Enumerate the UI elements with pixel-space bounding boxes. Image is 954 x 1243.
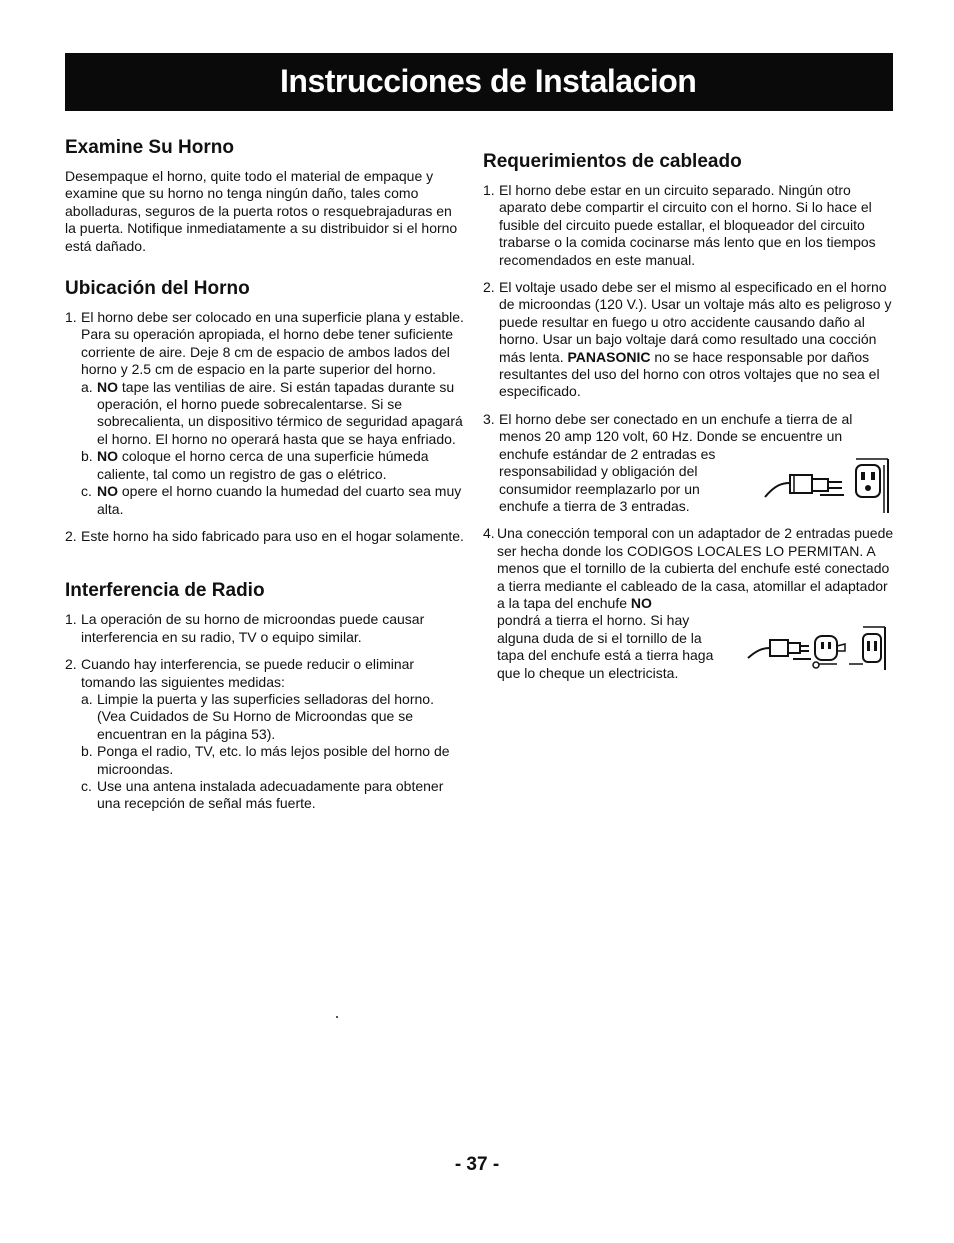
interferencia-item-2a: a. Limpie la puerta y las superficies selladoras del horno. (Vea Cuidados de Su Horno de Microondas que se encuentran en la página 53).: [81, 690, 434, 742]
right-column: [483, 150, 895, 682]
two-prong-adapter-illustration: [745, 624, 890, 674]
interferencia-heading: Interferencia de Radio: [65, 580, 265, 602]
page-title: Instrucciones de Instalacion: [280, 63, 697, 99]
cableado-heading: Requerimientos de cableado: [483, 151, 742, 172]
ubicacion-item-1c: c. NO opere el horno cuando la humedad del cuarto sea muy alta.: [81, 483, 462, 517]
interferencia-item-1: 1. La operación de su horno de microondas puede causar interferencia en su radio, TV o equipo similar.: [65, 611, 425, 645]
cableado-item-3: 3. El horno debe ser conectado en un enchufe a tierra de al menos 20 amp 120 volt, 60 Hz. Donde se encuentre un enchufe estándar de 2 entradas es responsabilidad y obligación del consumidor reemplazarlo por un enchufe a tierra de 3 entradas.: [483, 410, 853, 514]
ubicacion-item-1a: a. NO tape las ventilias de aire. Si están tapadas durante su operación, el horno puede sobrecalentarse. Si se sobrecalienta, un dispositivo térmico de seguridad apagará el horno. El horno no operará hasta que se haya enfriado.: [81, 378, 463, 447]
interferencia-item-2: 2. Cuando hay interferencia, se puede reducir o eliminar tomando las siguientes medidas: a. Limpie la puerta y las superficies selladoras del horno. (Vea Cuidados de Su Horno de Microondas que se encuentran en la página 53). b. Ponga el radio, TV, etc. lo más lejos posible del horno de microondas. c. Use una antena instalada adecuadamente para obtener una recepción de señal más fuerte.: [65, 656, 465, 813]
cableado-item-4: 4. Una conección temporal con un adaptador de 2 entradas puede ser hecha donde los CODIGOS LOCALES LO PERMITAN. A menos que el tornillo de la cubierta del enchufe esté conectado a tierra mediante el cableado de la casa, atomillar el adaptador a la tapa del enchufe NO pondrá a tierra el horno. Si hay alguna duda de si el tornillo de la tapa del enchufe está a tierra haga que lo cheque un electricista.: [483, 525, 894, 681]
examine-section: [65, 136, 465, 255]
ubicacion-item-1: 1. El horno debe ser colocado en una superficie plana y estable. Para su operación apropiada, el horno debe tener suficiente corriente de aire. Deje 8 cm de espacio de ambos lados del horno y 2.5 cm de espacio en la parte superior del horno. a. NO tape las ventilias de aire. Si están tapadas durante su operación, el horno puede sobrecalentarse. Si se sobrecalienta, un dispositivo térmico de seguridad apagará el horno. El horno no operará hasta que se haya enfriado. b. NO coloque el horno cerca de una superficie húmeda caliente, tal como un registro de gas o elétrico. c. NO opere el horno cuando la humedad del cuarto sea muy alta.: [65, 309, 464, 517]
scan-speck: [336, 1016, 338, 1018]
interferencia-section: [65, 579, 465, 812]
cableado-item-3-wrap: enchufe estándar de 2 entradas es responsabilidad y obligación del consumidor reemplazarlo por un enchufe a tierra de 3 entradas.: [499, 445, 716, 514]
title-banner: [65, 53, 893, 111]
ubicacion-item-2: 2. Este horno ha sido fabricado para uso en el hogar solamente.: [65, 527, 464, 544]
cableado-item-4-wrap: pondrá a tierra el horno. Si hay alguna duda de si el tornillo de la tapa del enchufe está a tierra haga que lo cheque un electricista.: [497, 612, 714, 681]
left-column: [65, 136, 465, 813]
three-prong-plug-illustration: [760, 455, 895, 515]
ubicacion-item-1b: b. NO coloque el horno cerca de una superficie húmeda caliente, tal como un registro de gas o elétrico.: [81, 448, 429, 482]
ubicacion-heading: Ubicación del Horno: [65, 278, 250, 300]
interferencia-item-2c: c. Use una antena instalada adecuadamente para obtener una recepción de señal más fuerte.: [81, 777, 444, 812]
interferencia-item-2b: b. Ponga el radio, TV, etc. lo más lejos posible del horno de microondas.: [81, 743, 450, 777]
examine-heading: Examine Su Horno: [65, 137, 234, 158]
examine-text: Desempaque el horno, quite todo el material de empaque y examine que su horno no tenga ningún daño, tales como abolladuras, seguros de la puerta rotos o resquebrajaduras en la puerta. Notifique inmediatamente a su distribuidor si el horno está dañado.: [65, 168, 458, 254]
cableado-item-1: 1. El horno debe estar en un circuito separado. Ningún otro aparato debe compartir el circuito con el horno. Si lo hace el fusible del circuito puede estallar, el bloqueador del circuito trabarse o la comida cocinarse más lento que en los tiempos recomendados en este manual.: [483, 182, 876, 268]
ubicacion-section: [65, 277, 465, 545]
cableado-item-2: 2. El voltaje usado debe ser el mismo al especificado en el horno de microondas (120 V.). Usar un voltaje más alto es peligroso y puede resultar en fuego u otro accidente causando daño al horno. Usar un bajo voltaje dará como resultado una cocción más lenta. PANASONIC no se hace responsable por daños resultantes del uso del horno con otros voltajes que no sea el especificado.: [483, 279, 892, 400]
page-number: - 37 -: [454, 1154, 500, 1175]
